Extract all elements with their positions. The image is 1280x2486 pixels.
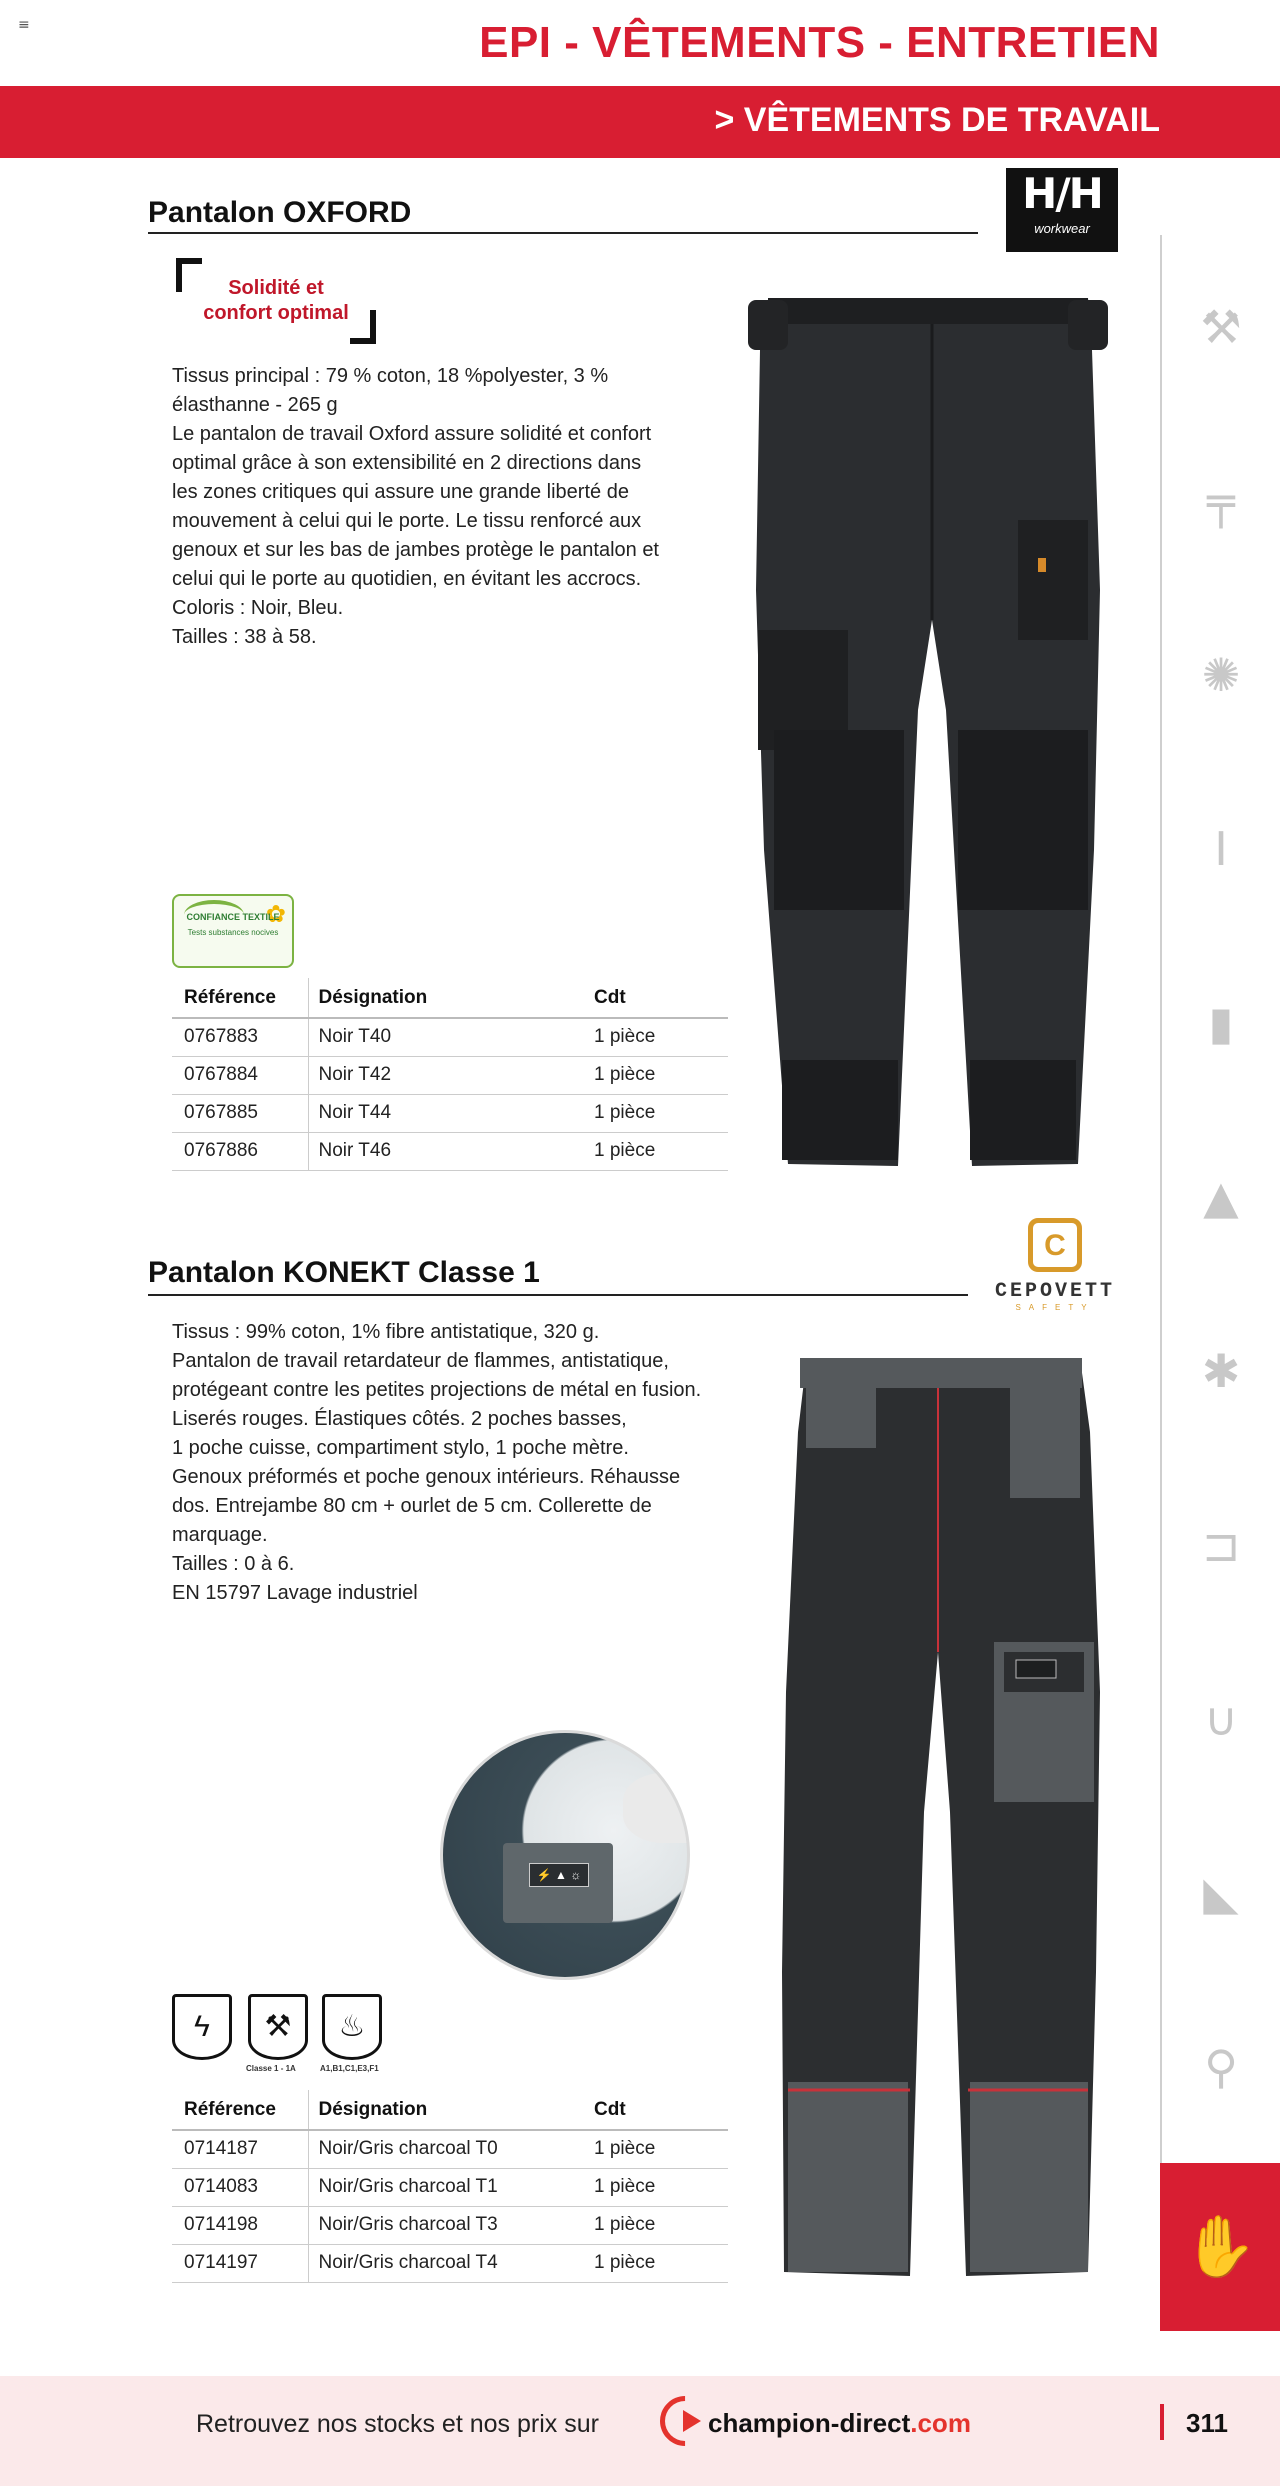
- brand-tld: .com: [910, 2408, 971, 2438]
- cell-cdt: 1 pièce: [584, 1056, 728, 1094]
- description-line: Pantalon de travail retardateur de flammes, antistatique,: [172, 1350, 669, 1372]
- cell-reference: 0714083: [172, 2168, 308, 2206]
- description-line: mouvement à celui qui le porte. Le tissu renforcé aux: [172, 510, 642, 532]
- cell-reference: 0714187: [172, 2130, 308, 2168]
- table-row: [172, 2168, 728, 2206]
- logo-name: CEPOVETT: [994, 1280, 1115, 1303]
- title-rule: [148, 1294, 968, 1296]
- table-row: [172, 2206, 728, 2244]
- hammer-icon[interactable]: ⚒: [1200, 300, 1242, 354]
- cell-cdt: 1 pièce: [584, 1094, 728, 1132]
- drill-icon[interactable]: ╤: [1207, 474, 1235, 528]
- column-header-reference: Référence: [172, 978, 308, 1018]
- description-line: élasthanne - 265 g: [172, 394, 338, 416]
- description-line: genoux et sur les bas de jambes protège le pantalon et: [172, 539, 659, 561]
- table-header-row: [172, 2090, 728, 2130]
- ladder-icon[interactable]: ▲: [1203, 1170, 1239, 1224]
- description-line: optimal grâce à son extensibilité en 2 directions dans: [172, 452, 642, 474]
- cepovett-mark-icon: C: [1028, 1218, 1082, 1272]
- slogan-bracket-bottom-right: [350, 310, 376, 344]
- cell-designation: Noir/Gris charcoal T4: [308, 2244, 584, 2282]
- table-row: [172, 1094, 728, 1132]
- reference-table-konekt: [172, 2090, 728, 2283]
- product-slogan: [196, 276, 356, 326]
- badge-title: CONFIANCE TEXTILE: [186, 912, 280, 922]
- description-line: Tissus principal : 79 % coton, 18 %polyester, 3 %: [172, 365, 609, 387]
- description-line: protégeant contre les petites projections de métal en fusion.: [172, 1379, 702, 1401]
- column-header-designation: Désignation: [308, 2090, 584, 2130]
- spray-can-icon[interactable]: ▮: [1208, 996, 1234, 1050]
- sidebar-rail: [1160, 235, 1162, 2170]
- cell-reference: 0767885: [172, 1094, 308, 1132]
- title-rule: [148, 232, 978, 234]
- cell-reference: 0714197: [172, 2244, 308, 2282]
- column-header-reference: Référence: [172, 2090, 308, 2130]
- table-row: [172, 1132, 728, 1170]
- pocket-label-icon: ⚡ ▲ ☼: [529, 1863, 589, 1887]
- cell-reference: 0767886: [172, 1132, 308, 1170]
- description-line: celui qui le porte au quotidien, en évitant les accrocs.: [172, 568, 642, 590]
- page-number: 311: [1186, 2408, 1228, 2438]
- description-line: 1 poche cuisse, compartiment stylo, 1 poche mètre.: [172, 1437, 629, 1459]
- logo-sub-text: SAFETY: [1015, 1303, 1095, 1312]
- cell-cdt: 1 pièce: [584, 2244, 728, 2282]
- product-description-oxford: [172, 362, 712, 652]
- konekt-trousers-image: [770, 1352, 1110, 2282]
- saw-blade-icon[interactable]: ✺: [1201, 648, 1241, 702]
- lawn-mower-icon[interactable]: ⚲: [1204, 2040, 1238, 2094]
- beam-icon[interactable]: I: [1214, 822, 1228, 876]
- pipe-icon[interactable]: ∪: [1204, 1692, 1238, 1746]
- table-row: [172, 1018, 728, 1056]
- page-section-title: EPI - VÊTEMENTS - ENTRETIEN: [479, 18, 1160, 67]
- description-line: Liserés rouges. Élastiques côtés. 2 poches basses,: [172, 1408, 627, 1430]
- column-header-cdt: Cdt: [584, 2090, 728, 2130]
- cell-designation: Noir T44: [308, 1094, 584, 1132]
- table-row: [172, 2130, 728, 2168]
- cell-cdt: 1 pièce: [584, 2206, 728, 2244]
- footer-band: [0, 2376, 1280, 2486]
- menu-icon[interactable]: ≡: [18, 17, 30, 33]
- description-line: Coloris : Noir, Bleu.: [172, 597, 344, 619]
- table-header-row: [172, 978, 728, 1018]
- cert-caption: A1,B1,C1,E3,F1: [320, 2064, 379, 2073]
- flame-protection-icon: ♨: [322, 1994, 382, 2060]
- description-line: Tailles : 38 à 58.: [172, 626, 317, 648]
- cell-cdt: 1 pièce: [584, 1132, 728, 1170]
- description-line: Tissus : 99% coton, 1% fibre antistatique, 320 g.: [172, 1321, 600, 1343]
- cell-cdt: 1 pièce: [584, 2168, 728, 2206]
- description-line: les zones critiques qui assure une grande liberté de: [172, 481, 629, 503]
- product-title-konekt: Pantalon KONEKT Classe 1: [148, 1256, 540, 1289]
- cell-designation: Noir T40: [308, 1018, 584, 1056]
- product-title-oxford: Pantalon OXFORD: [148, 196, 412, 229]
- screw-icon[interactable]: ✱: [1201, 1344, 1241, 1398]
- cepovett-logo: [990, 1218, 1120, 1328]
- footer-divider: [1160, 2404, 1164, 2440]
- oxford-trousers-image: [748, 290, 1108, 1170]
- confiance-textile-badge: [172, 894, 294, 968]
- logo-main-text: H/H: [1022, 169, 1102, 218]
- flower-icon: ✿: [265, 901, 286, 928]
- welding-protection-icon: ⚒: [248, 1994, 308, 2060]
- logo-sub-text: workwear: [1034, 221, 1090, 236]
- cell-cdt: 1 pièce: [584, 1018, 728, 1056]
- reference-table-oxford: [172, 978, 728, 1171]
- cell-reference: 0767884: [172, 1056, 308, 1094]
- description-line: Genoux préformés et poche genoux intérieurs. Réhausse: [172, 1466, 681, 1488]
- product-description-konekt: [172, 1318, 732, 1608]
- cell-reference: 0714198: [172, 2206, 308, 2244]
- cell-designation: Noir T42: [308, 1056, 584, 1094]
- gloves-icon: ✋: [1182, 2212, 1258, 2282]
- sidebar-item-epi-active[interactable]: [1160, 2163, 1280, 2331]
- slogan-line: Solidité et: [228, 277, 324, 299]
- door-handle-icon[interactable]: ⊐: [1201, 1518, 1241, 1572]
- lamp-icon[interactable]: ◣: [1203, 1866, 1239, 1920]
- slogan-line: confort optimal: [203, 302, 349, 324]
- description-line: Tailles : 0 à 6.: [172, 1553, 295, 1575]
- brand-name: champion-direct: [708, 2408, 911, 2438]
- description-line: marquage.: [172, 1524, 268, 1546]
- hand-shape: [623, 1773, 690, 1843]
- cert-caption: Classe 1 - 1A: [246, 2064, 296, 2073]
- champion-direct-link[interactable]: [708, 2408, 971, 2439]
- badge-subtitle: Tests substances nocives: [187, 928, 279, 937]
- play-icon: [683, 2410, 701, 2432]
- cell-designation: Noir/Gris charcoal T1: [308, 2168, 584, 2206]
- cell-designation: Noir T46: [308, 1132, 584, 1170]
- pocket-detail-image: [440, 1730, 690, 1980]
- page-subsection-title: > VÊTEMENTS DE TRAVAIL: [714, 101, 1160, 139]
- footer-text: Retrouvez nos stocks et nos prix sur: [196, 2410, 599, 2438]
- table-row: [172, 1056, 728, 1094]
- description-line: dos. Entrejambe 80 cm + ourlet de 5 cm. Collerette de: [172, 1495, 652, 1517]
- description-line: Le pantalon de travail Oxford assure solidité et confort: [172, 423, 652, 445]
- cell-reference: 0767883: [172, 1018, 308, 1056]
- cell-designation: Noir/Gris charcoal T3: [308, 2206, 584, 2244]
- column-header-designation: Désignation: [308, 978, 584, 1018]
- cell-cdt: 1 pièce: [584, 2130, 728, 2168]
- cell-designation: Noir/Gris charcoal T0: [308, 2130, 584, 2168]
- helly-hansen-logo: [1006, 168, 1118, 252]
- column-header-cdt: Cdt: [584, 978, 728, 1018]
- description-line: EN 15797 Lavage industriel: [172, 1582, 418, 1604]
- table-row: [172, 2244, 728, 2282]
- antistatic-icon: ϟ: [172, 1994, 232, 2060]
